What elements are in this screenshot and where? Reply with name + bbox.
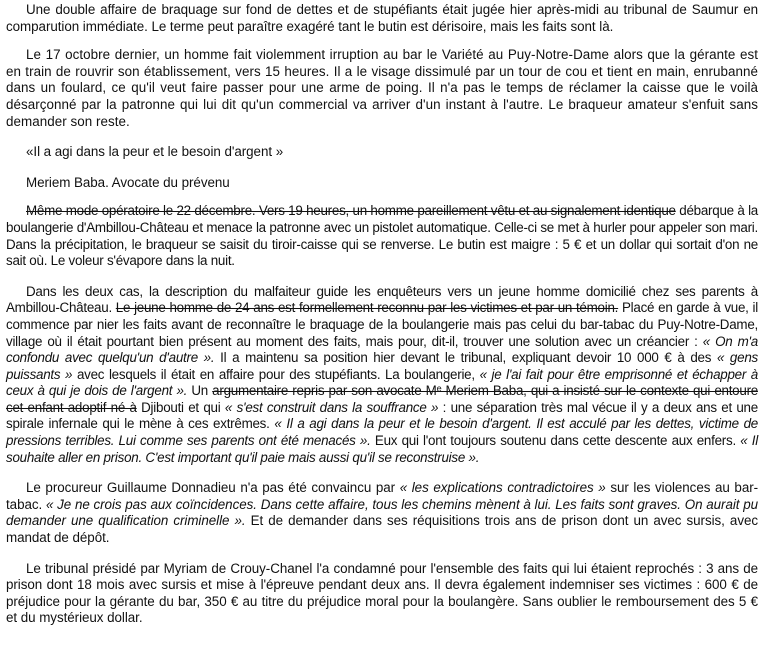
- quote-powerful-people: « gens puissants »: [6, 350, 758, 382]
- prosecutor-text-b: sur les violences au bar-tabac.: [6, 480, 759, 512]
- struck-text-lawyer: argumentaire repris par son avocate Mᵉ Meriem Baba, qui a insisté sur le contexte qui entoure cet enfant adoptif né à: [6, 383, 758, 415]
- pull-quote: [6, 144, 758, 161]
- investigation-text-g: : une séparation très mal vécue il y a deux ans et une spirale infernale qui le mène à ces extrêmes.: [6, 399, 758, 432]
- attribution-text: Meriem Baba. Avocate du prévenu: [26, 174, 230, 190]
- quote-attribution: [6, 175, 758, 192]
- quote-confused: « On m'a confondu avec quelqu'un d'autre ».: [6, 333, 758, 366]
- prosecutor-text-a: Le procureur Guillaume Donnadieu n'a pas été convaincu par: [26, 480, 396, 496]
- quote-prison-wish: « Il souhaite aller en prison. C'est important qu'il paie mais aussi qu'il se reconstruise ».: [6, 433, 758, 465]
- quote-coincidences: « Je ne crois pas aux coïncidences. Dans cette affaire, tous les chemins mènent à lui. Les faits sont graves. On aurait pu demander une qualification criminelle ».: [6, 496, 759, 529]
- bakery-robbery-text: débarque à la boulangerie d'Ambillou-Château et menace la patronne avec un pistolet automatique. Celle-ci se met à hurler pour appeler son mari. Dans la précipitation, le braqueur se saisit du tiroir-caisse qui se renverse. Le butin est maigre : 5 € et un dollar qui sortait d'on ne sait où. Le voleur s'évapore dans la nuit.: [6, 203, 758, 269]
- investigation-text-c: Il a maintenu sa position hier devant le tribunal, expliquant devoir 10 000 € à des: [220, 350, 712, 366]
- quote-fear-money: « Il a agi dans la peur et le besoin d'argent. Il est acculé par les dettes, victime de pressions terribles. Lui comme ses parents ont été menacés ».: [6, 416, 758, 449]
- paragraph-verdict: [6, 561, 758, 627]
- investigation-text-d: avec lesquels il était en affaire pour des stupéfiants. La boulangerie,: [76, 366, 475, 382]
- prosecutor-text-c: Et de demander dans ses réquisitions trois ans de prison dont un avec sursis, avec mandat de dépôt.: [6, 513, 759, 546]
- quote-imprisoned: « je l'ai fait pour être emprisonné et échapper à ceux à qui je dois de l'argent ».: [6, 366, 758, 399]
- investigation-text-f: Djibouti et qui: [141, 399, 221, 415]
- investigation-text-a: Dans les deux cas, la description du malfaiteur guide les enquêteurs vers un jeune homme domicilié chez ses parents à Ambillou-Château.: [6, 283, 758, 316]
- struck-text-identification: Le jeune homme de 24 ans est formellement reconnu par les victimes et par un témoin.: [115, 300, 619, 316]
- struck-text-bakery: Même mode opératoire le 22 décembre. Vers 19 heures, un homme pareillement vêtu et au signalement identique: [26, 203, 676, 219]
- pull-quote-text: «Il a agi dans la peur et le besoin d'argent »: [26, 144, 284, 160]
- paragraph-intro: [6, 2, 758, 35]
- investigation-text-b: Placé en garde à vue, il commence par nier les faits avant de reconnaître le braquage de la boulangerie mais pas celui du bar-tabac du Puy-Notre-Dame, village où il était pourtant bien présent au moment des faits, mais pour, dit-il, trouver une solution avec un créancier :: [6, 300, 758, 349]
- quote-contradictory: « les explications contradictoires »: [399, 480, 606, 496]
- paragraph-prosecutor: [6, 480, 758, 546]
- newspaper-article: [6, 0, 758, 627]
- paragraph-bakery-robbery: [6, 203, 758, 269]
- paragraph-investigation-trial: [6, 284, 758, 467]
- bar-robbery-text: Le 17 octobre dernier, un homme fait violemment irruption au bar le Variété au Puy-Notre-Dame alors que la gérante est en train de rouvrir son établissement, vers 15 heures. Il a le visage dissimulé par un tour de cou et tient en main, enrubanné dans un foulard, ce qu'il veut faire passer pour une arme de poing. Il n'a pas le temps de réclamer la caisse que le voilà désarçonné par la patronne qui lui dit qu'un commercial va arriver d'un instant à l'autre. Le braqueur amateur s'enfuit sans demander son reste.: [6, 47, 758, 129]
- verdict-text: Le tribunal présidé par Myriam de Crouy-Chanel l'a condamné pour l'ensemble des faits qui lui étaient reprochés : 3 ans de prison dont 18 mois avec sursis et mise à l'épreuve pendant deux ans. Il devra également indemniser ses victimes : 600 € de préjudice pour la gérante du bar, 350 € au titre du préjudice moral pour la boulangère. Sans oublier le remboursement des 5 € et du mystérieux dollar.: [6, 560, 758, 626]
- investigation-text-h: Eux qui l'ont toujours soutenu dans cette descente aux enfers.: [374, 433, 736, 449]
- quote-suffering: « s'est construit dans la souffrance »: [224, 399, 439, 415]
- investigation-text-e: Un: [191, 383, 208, 399]
- intro-text: Une double affaire de braquage sur fond de dettes et de stupéfiants était jugée hier après-midi au tribunal de Saumur en comparution immédiate. Le terme peut paraître exagéré tant le butin est dérisoire, mais les faits sont là.: [6, 2, 758, 34]
- paragraph-bar-robbery: [6, 47, 758, 130]
